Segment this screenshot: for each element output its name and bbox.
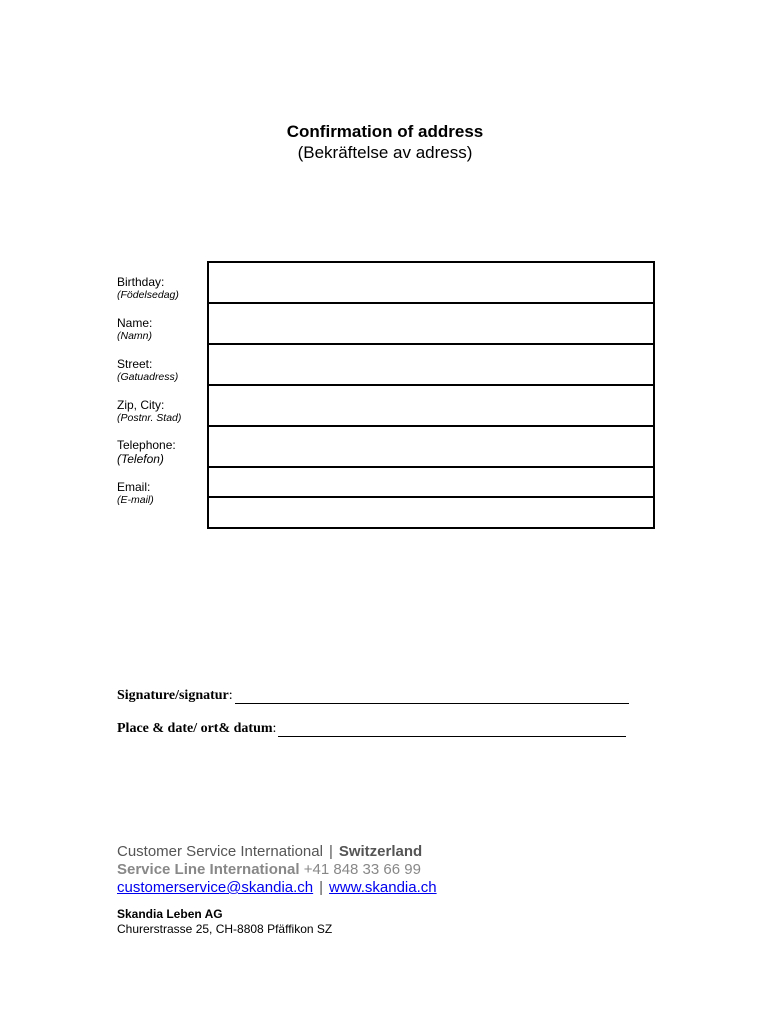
signature-line — [117, 688, 629, 704]
field-label: Name: — [117, 316, 153, 330]
address-form-box — [207, 261, 655, 529]
email-field[interactable] — [209, 468, 653, 498]
telephone-field[interactable] — [209, 427, 653, 468]
field-sublabel: (Postnr. Stad) — [117, 412, 182, 424]
field-sublabel: (E-mail) — [117, 494, 154, 506]
footer-phone-line — [117, 861, 437, 879]
label-street — [117, 357, 178, 384]
email-link[interactable]: customerservice@skandia.ch — [117, 879, 314, 896]
footer — [117, 843, 437, 897]
field-sublabel: (Gatuadress) — [117, 371, 179, 383]
footer-service-line — [117, 843, 437, 861]
page-subtitle: (Bekräftelse av adress) — [297, 143, 473, 162]
separator: | — [319, 879, 324, 896]
place-date-colon: : — [272, 721, 277, 736]
label-name — [117, 316, 152, 343]
birthday-field[interactable] — [209, 263, 653, 304]
field-sublabel: (Namn) — [117, 330, 153, 342]
footer-links-line — [117, 879, 437, 897]
field-label: Street: — [117, 357, 153, 371]
signature-label: Signature/signatur — [117, 688, 229, 703]
zip-city-field[interactable] — [209, 386, 653, 427]
website-link[interactable]: www.skandia.ch — [329, 879, 437, 896]
name-field[interactable] — [209, 304, 653, 345]
company-name: Skandia Leben AG — [117, 907, 223, 921]
signature-field[interactable] — [235, 689, 629, 704]
service-line-label: Service Line International — [117, 861, 300, 878]
place-date-label: Place & date/ ort& datum — [117, 721, 273, 736]
label-zip-city — [117, 398, 181, 425]
field-sublabel: (Födelsedag) — [117, 289, 179, 301]
place-date-line — [117, 721, 626, 737]
country: Switzerland — [338, 843, 423, 860]
company-block — [117, 907, 332, 937]
label-email — [117, 480, 154, 507]
page-title: Confirmation of address — [286, 122, 484, 141]
field-label: Telephone: — [117, 438, 176, 452]
document-header — [0, 121, 770, 163]
signature-colon: : — [228, 688, 233, 703]
street-field[interactable] — [209, 345, 653, 386]
field-label: Birthday: — [117, 275, 165, 289]
email-field-extra[interactable] — [209, 498, 653, 527]
field-sublabel: (Telefon) — [117, 452, 164, 466]
separator: | — [328, 843, 333, 860]
label-birthday — [117, 275, 179, 302]
service-text: Customer Service International — [117, 843, 323, 860]
place-date-field[interactable] — [278, 722, 626, 737]
field-label: Email: — [117, 480, 151, 494]
field-label: Zip, City: — [117, 398, 165, 412]
label-telephone — [117, 438, 176, 466]
company-address: Churerstrasse 25, CH-8808 Pfäffikon SZ — [117, 922, 333, 936]
phone-number: +41 848 33 66 99 — [303, 861, 421, 878]
